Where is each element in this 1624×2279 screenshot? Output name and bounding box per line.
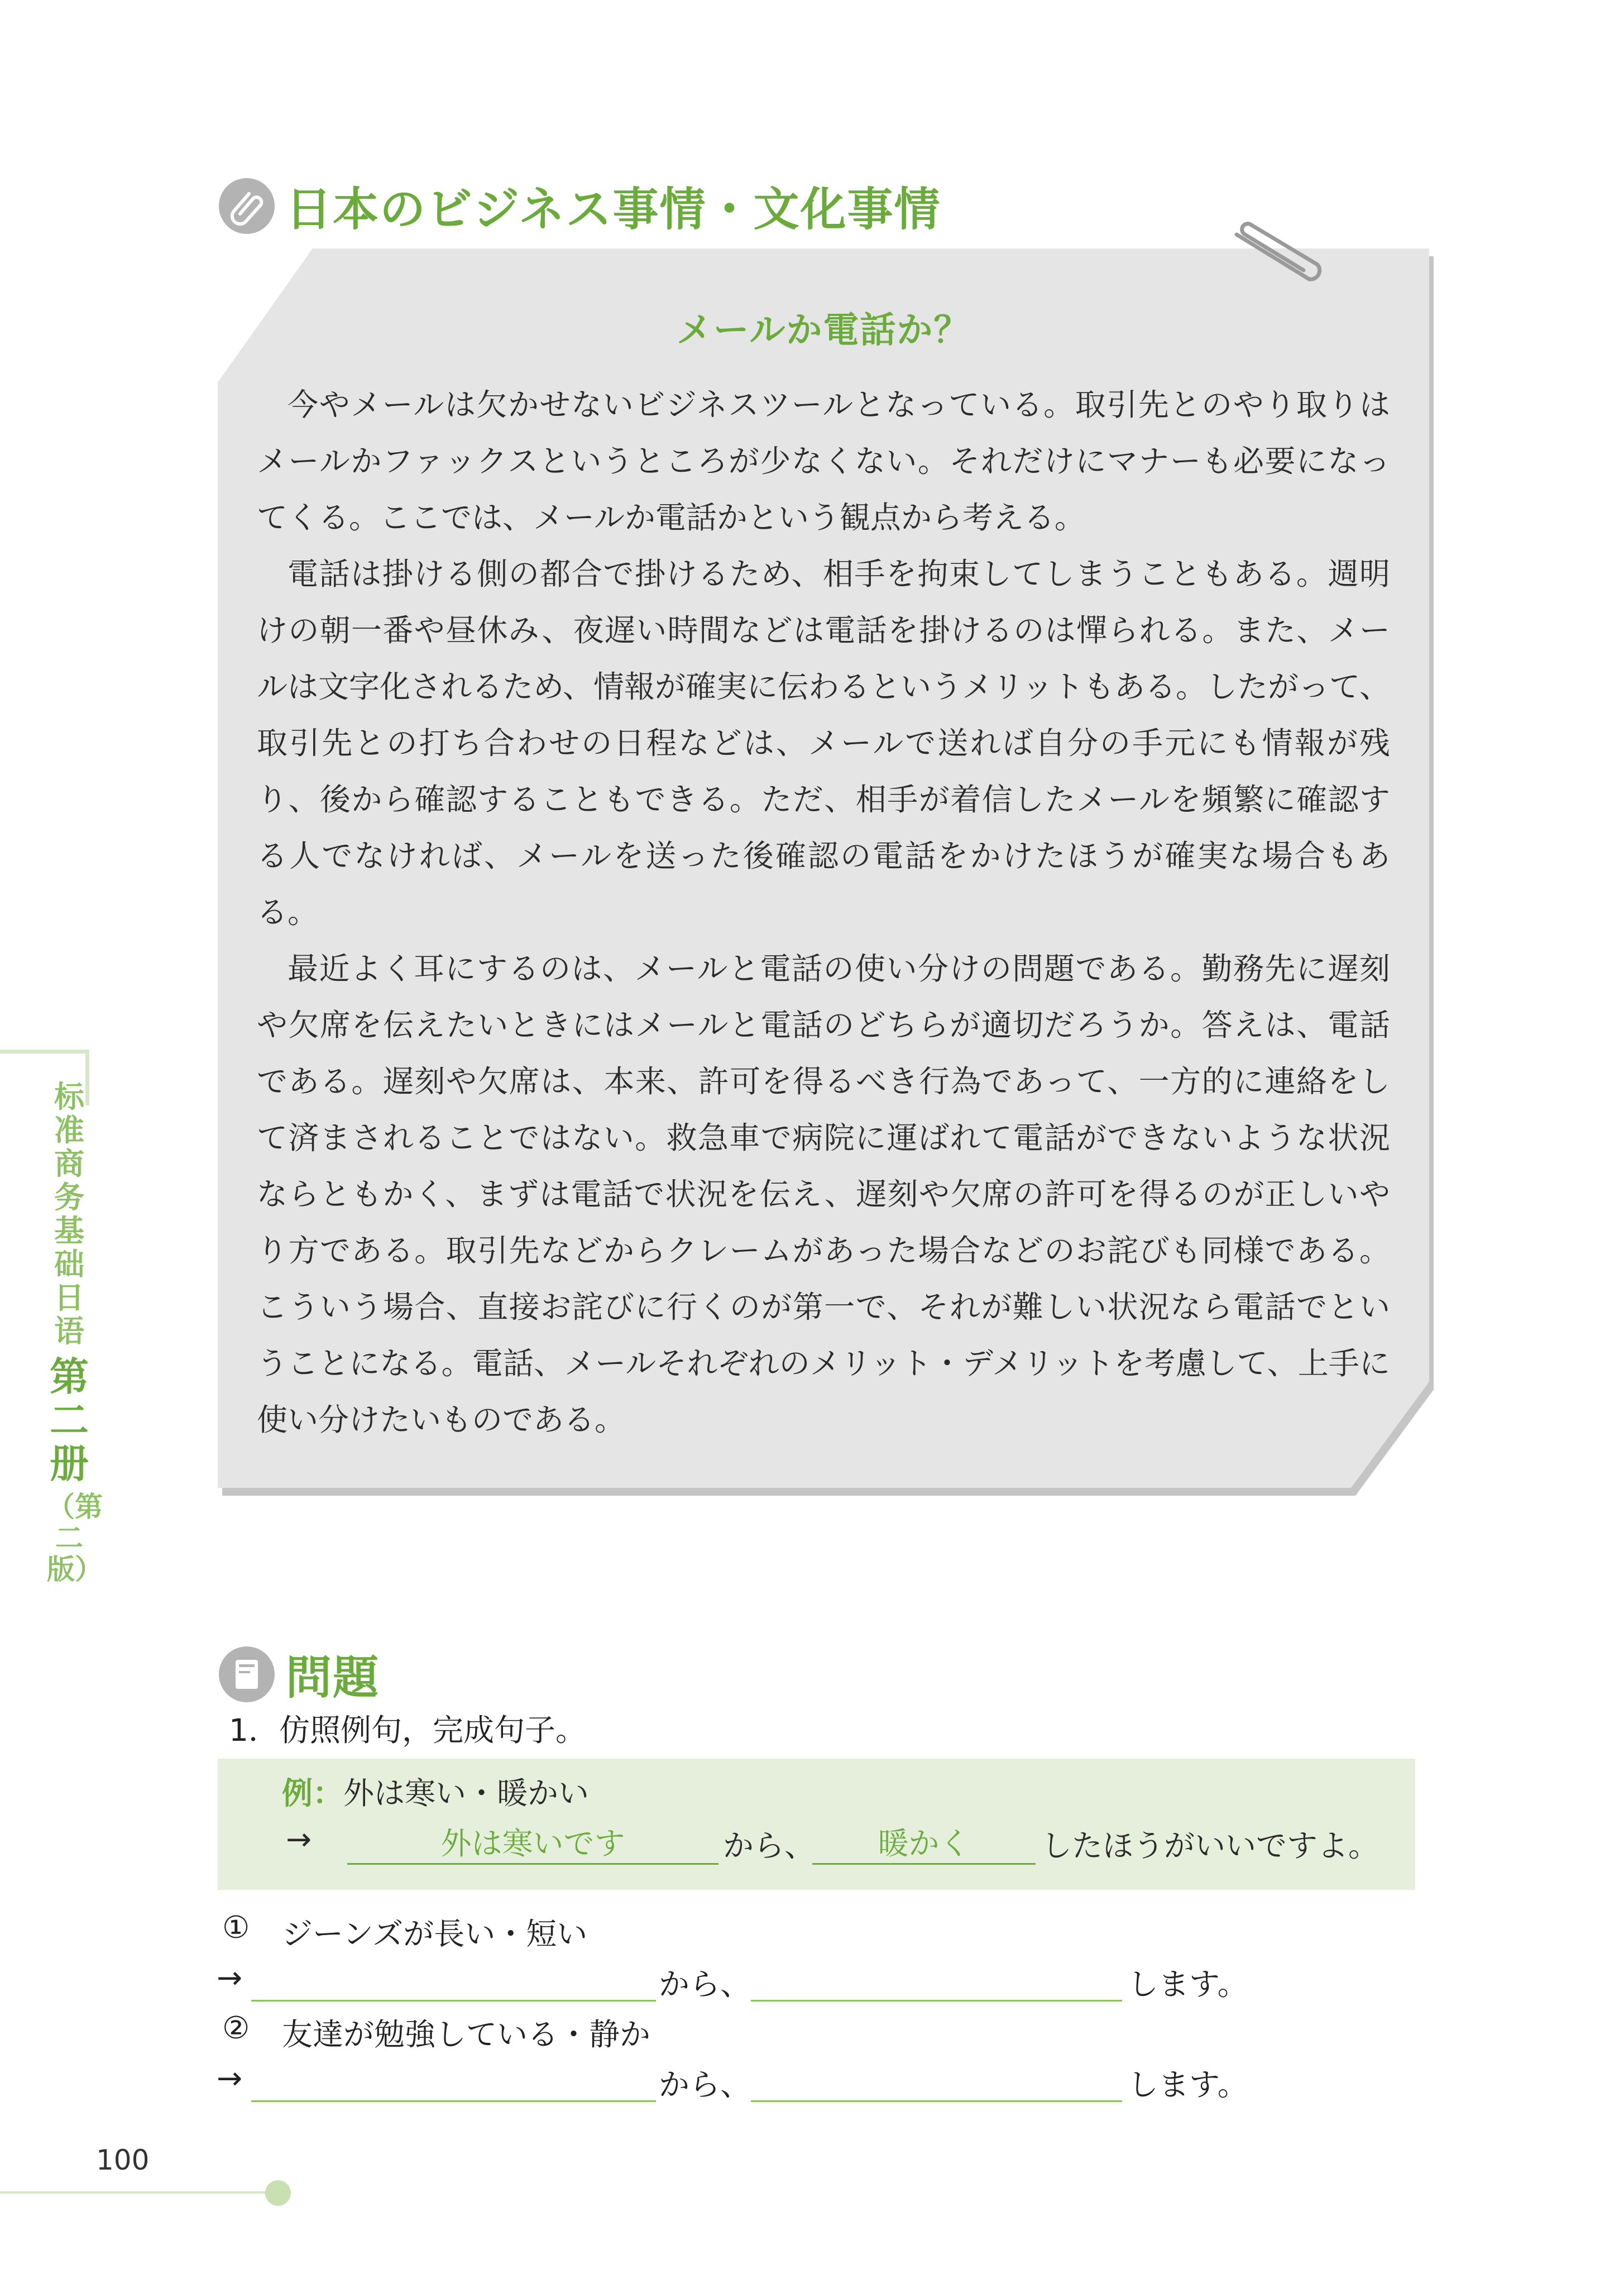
example-prompt: 外は寒い・暖かい [343, 1775, 590, 1811]
example-arrow: → [286, 1821, 312, 1857]
edition-label: （第二版） [47, 1491, 103, 1586]
item-1-number: ① [222, 1909, 250, 1945]
page-footer-dot [265, 2180, 291, 2206]
culture-section-header [219, 173, 941, 238]
paperclip-icon [219, 178, 275, 234]
item-1-blank-1[interactable] [251, 2000, 656, 2002]
exercise-instruction: 1．仿照例句，完成句子。 [229, 1712, 586, 1748]
card-title: メールか電話か？ [676, 309, 971, 351]
item-1-mid: から、 [659, 1966, 751, 2002]
item-2-blank-1[interactable] [251, 2100, 656, 2102]
card-paragraph: 電話は掛ける側の都合で掛けるため、相手を拘束してしまうこともある。週明けの朝一番や昼休み、夜遅い時間などは電話を掛けるのは憚られる。また、メールは文字化されるため、情報が確実に伝わるというメリットもある。したがって、取引先との打ち合わせの日程などは、メールで送れば自分の手元にも情報が残り、後から確認することもできる。ただ、相手が着信したメールを頻繁に確認する人でなければ、メールを送った後確認の電話をかけたほうが確実な場合もある。 [257, 556, 1390, 930]
card-body [257, 377, 1390, 1448]
item-1-arrow: → [217, 1960, 243, 1995]
culture-card [218, 248, 1429, 1510]
example-prompt-row [282, 1769, 589, 1813]
paperclip-decoration-icon [1225, 218, 1326, 296]
item-2-end: します。 [1128, 2067, 1248, 2103]
item-1-prompt: ジーンズが長い・短い [282, 1916, 588, 1952]
exercise-section-header [219, 1641, 380, 1707]
page-number: 100 [96, 2144, 150, 2176]
example-end: したほうがいいですよ。 [1041, 1828, 1379, 1864]
item-1-blank-2[interactable] [751, 2000, 1122, 2002]
side-rule [0, 1050, 89, 1054]
side-book-title [47, 1079, 103, 1586]
item-2-prompt: 友達が勉強している・静か [282, 2017, 651, 2052]
example-mid: から、 [723, 1828, 816, 1864]
item-2-arrow: → [217, 2060, 243, 2096]
item-1-end: します。 [1128, 1966, 1248, 2002]
exercise-section-title: 問題 [286, 1651, 380, 1705]
volume-label: 第二册 [50, 1354, 89, 1487]
page-footer-rule [0, 2191, 268, 2194]
example-answer-2: 暖かく [812, 1819, 1036, 1865]
culture-section-title: 日本のビジネス事情・文化事情 [286, 183, 941, 236]
card-paragraph: 今やメールは欠かせないビジネスツールとなっている。取引先とのやり取りはメールかファックスというところが少なくない。それだけにマナーも必要になってくる。ここでは、メールか電話かという観点から考える。 [257, 387, 1390, 535]
example-answer-1: 外は寒いです [347, 1819, 718, 1865]
item-2-number: ② [222, 2010, 250, 2046]
item-2-blank-2[interactable] [751, 2100, 1122, 2102]
item-2-mid: から、 [659, 2067, 751, 2103]
card-paragraph: 最近よく耳にするのは、メールと電話の使い分けの問題である。勤務先に遅刻や欠席を伝えたいときにはメールと電話のどちらが適切だろうか。答えは、電話である。遅刻や欠席は、本来、許可を得るべき行為であって、一方的に連絡をして済まされることではない。救急車で病院に運ばれて電話ができないような状況ならともかく、まずは電話で状況を伝え、遅刻や欠席の許可を得るのが正しいやり方である。取引先などからクレームがあった場合などのお詫びも同様である。こういう場合、直接お詫びに行くのが第一で、それが難しい状況なら電話でということになる。電話、メールそれぞれのメリット・デメリットを考慮して、上手に使い分けたいものである。 [257, 951, 1390, 1438]
book-icon [219, 1646, 275, 1702]
example-label: 例： [282, 1775, 344, 1811]
book-title: 标准商务基础日语 [54, 1079, 84, 1349]
example-box [218, 1759, 1415, 1890]
